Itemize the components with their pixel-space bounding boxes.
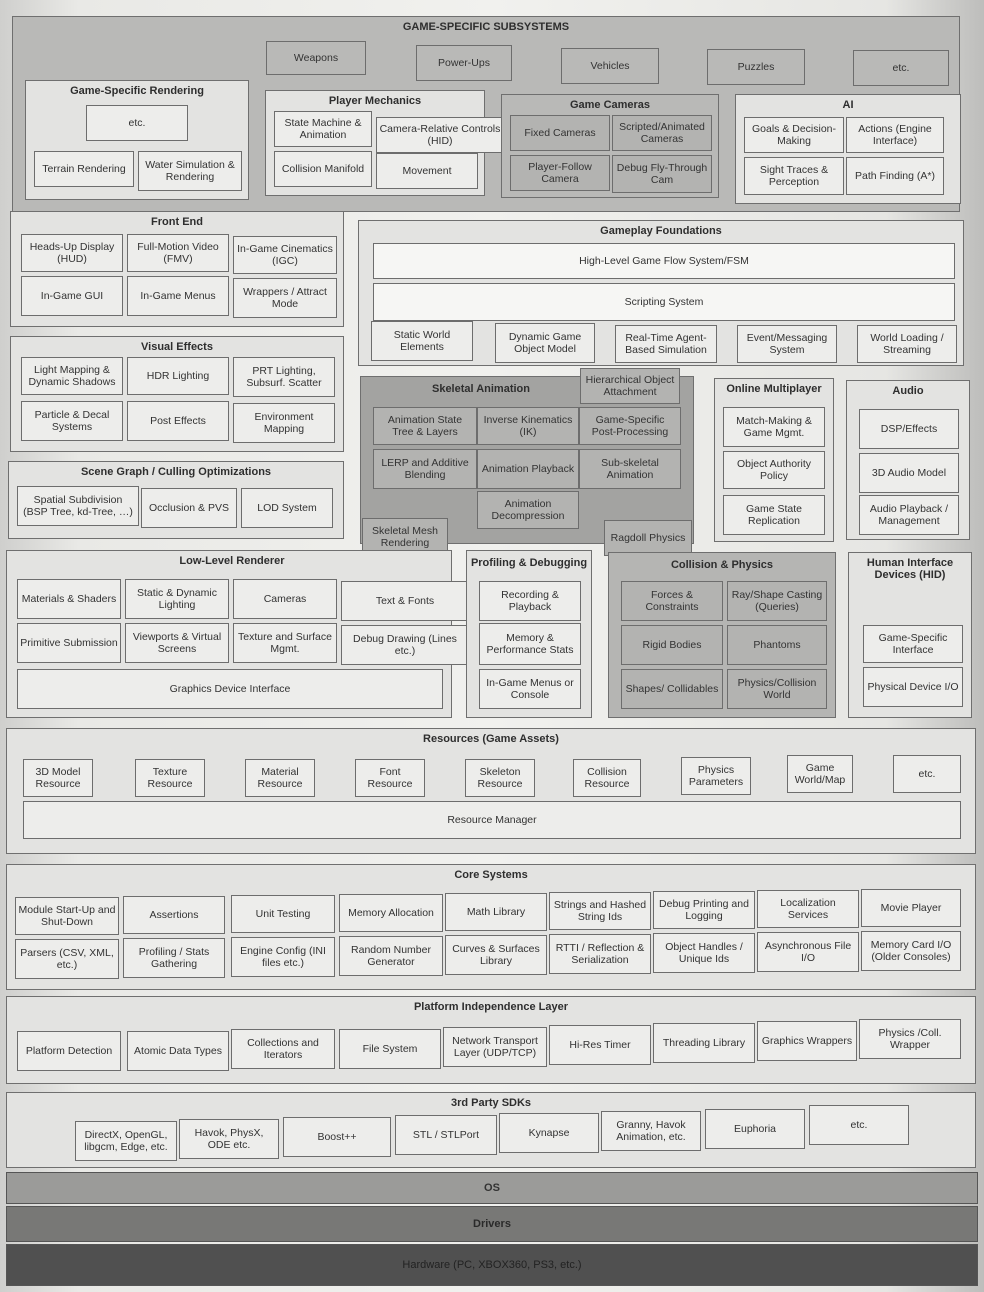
debug-drawing-box: Debug Drawing (Lines etc.): [341, 625, 469, 665]
layer-title: Resources (Game Assets): [423, 733, 559, 745]
sdk-box: STL / STLPort: [395, 1115, 497, 1155]
group-title: Game-Specific Rendering: [70, 85, 204, 97]
group-title: Audio: [892, 385, 924, 397]
fmv-box: Full-Motion Video (FMV): [127, 234, 229, 272]
realtime-agent-simulation-box: Real-Time Agent-Based Simulation: [615, 325, 717, 363]
sdk-box: Kynapse: [499, 1113, 599, 1153]
powerups-box: Power-Ups: [416, 45, 512, 81]
igc-box: In-Game Cinematics (IGC): [233, 236, 337, 274]
core-system-box: Asynchronous File I/O: [757, 932, 859, 972]
phantoms-box: Phantoms: [727, 625, 827, 665]
player-mechanics-group: [265, 90, 501, 196]
hdr-lighting-box: HDR Lighting: [127, 357, 229, 395]
core-system-box: Memory Allocation: [339, 894, 443, 932]
game-specific-rendering-group: [25, 80, 249, 200]
vehicles-box: Vehicles: [561, 48, 659, 84]
core-system-box: Random Number Generator: [339, 936, 443, 976]
text-fonts-box: Text & Fonts: [341, 581, 469, 621]
resource-box: Game World/Map: [787, 755, 853, 793]
group-title: Gameplay Foundations: [600, 225, 722, 237]
platform-box: Platform Detection: [17, 1031, 121, 1071]
dynamic-game-object-model-box: Dynamic Game Object Model: [495, 323, 595, 363]
gameplay-foundations-group: [358, 220, 964, 366]
actions-box: Actions (Engine Interface): [846, 117, 944, 153]
world-loading-streaming-box: World Loading / Streaming: [857, 325, 957, 363]
group-title: Visual Effects: [141, 341, 213, 353]
core-system-box: Localization Services: [757, 890, 859, 928]
game-specific-post-processing-box: Game-Specific Post-Processing: [579, 407, 681, 445]
platform-box: Threading Library: [653, 1023, 755, 1063]
core-system-box: RTTI / Reflection & Serialization: [549, 934, 651, 974]
lod-system-box: LOD System: [241, 488, 333, 528]
core-system-box: Debug Printing and Logging: [653, 891, 755, 929]
player-follow-camera-box: Player-Follow Camera: [510, 155, 610, 191]
physics-collision-world-box: Physics/Collision World: [727, 669, 827, 709]
core-system-box: Parsers (CSV, XML, etc.): [15, 939, 119, 979]
platform-box: Collections and Iterators: [231, 1029, 335, 1069]
resource-manager-box: Resource Manager: [23, 801, 961, 839]
goals-decision-box: Goals & Decision-Making: [744, 117, 844, 153]
path-finding-box: Path Finding (A*): [846, 157, 944, 195]
group-title: Online Multiplayer: [726, 383, 822, 395]
group-title: Collision & Physics: [670, 559, 774, 571]
core-system-box: Module Start-Up and Shut-Down: [15, 897, 119, 935]
rigid-bodies-box: Rigid Bodies: [621, 625, 723, 665]
3d-audio-model-box: 3D Audio Model: [859, 453, 959, 493]
platform-box: Atomic Data Types: [127, 1031, 229, 1071]
core-system-box: Unit Testing: [231, 895, 335, 933]
wrappers-attract-mode-box: Wrappers / Attract Mode: [233, 278, 337, 318]
layer-title: 3rd Party SDKs: [450, 1097, 532, 1109]
platform-box: File System: [339, 1029, 441, 1069]
viewports-virtual-screens-box: Viewports & Virtual Screens: [125, 623, 229, 663]
group-title: Human Interface Devices (HID): [866, 557, 954, 581]
low-level-renderer-group: [6, 550, 457, 718]
movement-box: Movement: [376, 153, 478, 189]
game-specific-interface-box: Game-Specific Interface: [863, 625, 963, 663]
visual-effects-group: [10, 336, 344, 452]
light-mapping-box: Light Mapping & Dynamic Shadows: [21, 357, 123, 395]
dsp-effects-box: DSP/Effects: [859, 409, 959, 449]
primitive-submission-box: Primitive Submission: [17, 623, 121, 663]
resource-box: Material Resource: [245, 759, 315, 797]
scripted-cameras-box: Scripted/Animated Cameras: [612, 115, 712, 151]
graphics-device-interface-box: Graphics Device Interface: [17, 669, 443, 709]
environment-mapping-box: Environment Mapping: [233, 403, 335, 443]
in-game-menus-console-box: In-Game Menus or Console: [479, 669, 581, 709]
inverse-kinematics-box: Inverse Kinematics (IK): [477, 407, 579, 445]
group-title: Front End: [151, 216, 203, 228]
water-simulation-box: Water Simulation & Rendering: [138, 151, 242, 191]
sdk-box: Euphoria: [705, 1109, 805, 1149]
game-specific-subsystems-layer: [12, 16, 960, 212]
group-title: AI: [842, 99, 854, 111]
hardware-band: Hardware (PC, XBOX360, PS3, etc.): [6, 1244, 978, 1286]
texture-surface-mgmt-box: Texture and Surface Mgmt.: [233, 623, 337, 663]
in-game-gui-box: In-Game GUI: [21, 276, 123, 316]
camera-relative-controls-box: Camera-Relative Controls (HID): [376, 117, 504, 153]
hierarchical-object-attachment-box: Hierarchical Object Attachment: [580, 368, 680, 404]
memory-performance-stats-box: Memory & Performance Stats: [479, 623, 581, 665]
cameras-box: Cameras: [233, 579, 337, 619]
resource-box: etc.: [893, 755, 961, 793]
puzzles-box: Puzzles: [707, 49, 805, 85]
in-game-menus-box: In-Game Menus: [127, 276, 229, 316]
resource-box: Texture Resource: [135, 759, 205, 797]
match-making-box: Match-Making & Game Mgmt.: [723, 407, 825, 447]
state-machine-box: State Machine & Animation: [274, 111, 372, 147]
core-system-box: Curves & Surfaces Library: [445, 935, 547, 975]
hid-group: [848, 552, 972, 718]
audio-group: [846, 380, 970, 540]
third-party-sdks-layer: [6, 1092, 976, 1168]
game-flow-system-box: High-Level Game Flow System/FSM: [373, 243, 955, 279]
core-system-box: Profiling / Stats Gathering: [123, 938, 225, 978]
animation-decompression-box: Animation Decompression: [477, 491, 579, 529]
static-dynamic-lighting-box: Static & Dynamic Lighting: [125, 579, 229, 619]
core-systems-layer: [6, 864, 976, 990]
online-multiplayer-group: [714, 378, 834, 542]
collision-physics-group: [608, 552, 836, 718]
platform-box: Network Transport Layer (UDP/TCP): [443, 1027, 547, 1067]
layer-title: Core Systems: [454, 869, 528, 881]
static-world-elements-box: Static World Elements: [371, 321, 473, 361]
platform-box: Physics /Coll. Wrapper: [859, 1019, 961, 1059]
event-messaging-system-box: Event/Messaging System: [737, 325, 837, 363]
animation-playback-box: Animation Playback: [477, 449, 579, 489]
ai-group: [735, 94, 961, 204]
platform-box: Graphics Wrappers: [757, 1021, 857, 1061]
core-system-box: Strings and Hashed String Ids: [549, 892, 651, 930]
debug-fly-through-cam-box: Debug Fly-Through Cam: [612, 155, 712, 193]
hud-box: Heads-Up Display (HUD): [21, 234, 123, 272]
group-title: Skeletal Animation: [431, 383, 530, 395]
resource-box: 3D Model Resource: [23, 759, 93, 797]
forces-constraints-box: Forces & Constraints: [621, 581, 723, 621]
particle-decal-box: Particle & Decal Systems: [21, 401, 123, 441]
scripting-system-box: Scripting System: [373, 283, 955, 321]
core-system-box: Movie Player: [861, 889, 961, 927]
group-title: Scene Graph / Culling Optimizations: [80, 466, 272, 478]
etc-box: etc.: [86, 105, 188, 141]
sub-skeletal-animation-box: Sub-skeletal Animation: [579, 449, 681, 489]
resources-layer: [6, 728, 976, 854]
resource-box: Collision Resource: [573, 759, 641, 797]
physical-device-io-box: Physical Device I/O: [863, 667, 963, 707]
drivers-band: Drivers: [6, 1206, 978, 1242]
post-effects-box: Post Effects: [127, 401, 229, 441]
materials-shaders-box: Materials & Shaders: [17, 579, 121, 619]
fixed-cameras-box: Fixed Cameras: [510, 115, 610, 151]
profiling-debugging-group: [466, 550, 592, 718]
front-end-group: [10, 211, 344, 327]
collision-manifold-box: Collision Manifold: [274, 151, 372, 187]
game-cameras-group: [501, 94, 719, 198]
terrain-rendering-box: Terrain Rendering: [34, 151, 134, 187]
core-system-box: Object Handles / Unique Ids: [653, 933, 755, 973]
os-band: OS: [6, 1172, 978, 1204]
prt-lighting-box: PRT Lighting, Subsurf. Scatter: [233, 357, 335, 397]
group-title: Player Mechanics: [328, 95, 422, 107]
sdk-box: Boost++: [283, 1117, 391, 1157]
group-title: Low-Level Renderer: [179, 555, 285, 567]
resource-box: Physics Parameters: [681, 757, 751, 795]
ray-shape-casting-box: Ray/Shape Casting (Queries): [727, 581, 827, 621]
resource-box: Font Resource: [355, 759, 425, 797]
sdk-box: Havok, PhysX, ODE etc.: [179, 1119, 279, 1159]
platform-independence-layer: [6, 996, 976, 1084]
object-authority-policy-box: Object Authority Policy: [723, 451, 825, 489]
occlusion-pvs-box: Occlusion & PVS: [141, 488, 237, 528]
core-system-box: Math Library: [445, 893, 547, 931]
resource-box: Skeleton Resource: [465, 759, 535, 797]
ragdoll-physics-box: Ragdoll Physics: [604, 520, 692, 556]
lerp-additive-blending-box: LERP and Additive Blending: [373, 449, 477, 489]
game-state-replication-box: Game State Replication: [723, 495, 825, 535]
animation-state-tree-box: Animation State Tree & Layers: [373, 407, 477, 445]
core-system-box: Engine Config (INI files etc.): [231, 937, 335, 977]
audio-playback-box: Audio Playback / Management: [859, 495, 959, 535]
weapons-box: Weapons: [266, 41, 366, 75]
spatial-subdivision-box: Spatial Subdivision (BSP Tree, kd-Tree, …): [17, 486, 139, 526]
scene-graph-group: [8, 461, 344, 539]
group-title: Game Cameras: [569, 99, 651, 111]
layer-title: GAME-SPECIFIC SUBSYSTEMS: [402, 21, 570, 33]
platform-box: Hi-Res Timer: [549, 1025, 651, 1065]
layer-title: Platform Independence Layer: [413, 1001, 569, 1013]
skeletal-mesh-rendering-box: Skeletal Mesh Rendering: [362, 518, 448, 556]
shapes-collidables-box: Shapes/ Collidables: [621, 669, 723, 709]
group-title: Profiling & Debugging: [470, 557, 588, 569]
etc-box: etc.: [853, 50, 949, 86]
sdk-box: Granny, Havok Animation, etc.: [601, 1111, 701, 1151]
core-system-box: Assertions: [123, 896, 225, 934]
sight-traces-box: Sight Traces & Perception: [744, 157, 844, 195]
sdk-box: etc.: [809, 1105, 909, 1145]
core-system-box: Memory Card I/O (Older Consoles): [861, 931, 961, 971]
recording-playback-box: Recording & Playback: [479, 581, 581, 621]
sdk-box: DirectX, OpenGL, libgcm, Edge, etc.: [75, 1121, 177, 1161]
